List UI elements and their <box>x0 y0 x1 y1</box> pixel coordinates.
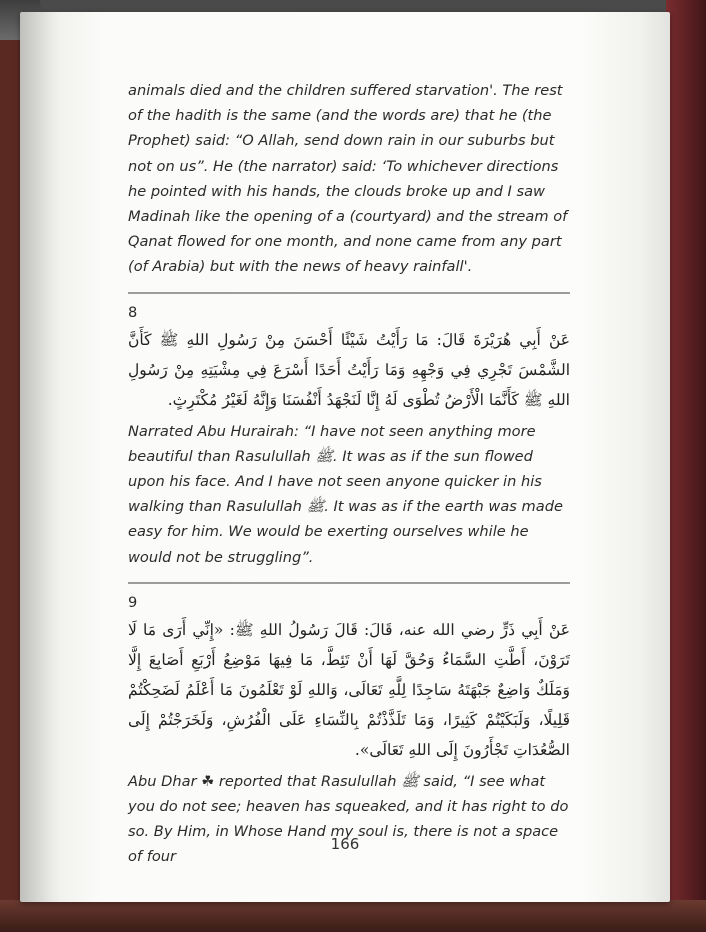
page-content <box>128 78 570 870</box>
book-bottom-edge <box>0 900 706 932</box>
book-binding <box>666 0 706 932</box>
section-divider <box>128 582 570 584</box>
hadith-number: 9 <box>128 593 138 611</box>
section-divider <box>128 292 570 294</box>
hadith-arabic-text: عَنْ أَبِي ذَرٍّ رضي الله عنه، قَالَ: قَالَ رَسُولُ اللهِ ﷺ: «إِنِّي أَرَى مَا لَا تَرَوْنَ، أَطَّتِ السَّمَاءُ وَحُقَّ لَهَا أَنْ تَئِطَّ، مَا فِيهَا مَوْضِعُ أَرْبَعِ أَصَابِعَ إِلَّا وَمَلَكٌ وَاضِعٌ جَبْهَتَهُ سَاجِدًا لِلَّهِ تَعَالَى، وَاللهِ لَوْ تَعْلَمُونَ مَا أَعْلَمُ لَضَحِكْتُمْ قَلِيلًا، وَلَبَكَيْتُمْ كَثِيرًا، وَمَا تَلَذَّذْتُمْ بِالنِّسَاءِ عَلَى الْفُرُشِ، وَلَخَرَجْتُمْ إِلَى الصُّعُدَاتِ تَجْأَرُونَ إِلَى اللهِ تَعَالَى». <box>128 620 570 759</box>
hadith-arabic-text: عَنْ أَبِي هُرَيْرَةَ قَالَ: مَا رَأَيْتُ شَيْئًا أَحْسَنَ مِنْ رَسُولِ اللهِ ﷺ كَأَنَّ الشَّمْسَ تَجْرِي فِي وَجْهِهِ وَمَا رَأَيْتُ أَحَدًا أَسْرَعَ فِي مِشْيَتِهِ مِنْ رَسُولِ اللهِ ﷺ كَأَنَّمَا الْأَرْضُ تُطْوَى لَهُ إِنَّا لَنَجْهَدُ أَنْفُسَنَا وَإِنَّهُ لَغَيْرُ مُكْتَرِثٍ. <box>128 330 570 409</box>
page-number: 166 <box>330 835 360 853</box>
top-paragraph: animals died and the children suffered starvation'. The rest of the hadith is the same (and the words are) that he (the Prophet) said: “O Allah, send down rain in our suburbs but not on us”. He (the narrator) said: ‘To whichever directions he pointed with his hands, the clouds broke up and I saw Madinah like the opening of a (courtyard) and the stream of Qanat flowed for one month, and none came from any part (of Arabia) but with the news of heavy rainfall'. <box>128 82 568 276</box>
hadith-english-text: Narrated Abu Hurairah: “I have not seen anything more beautiful than Rasulullah ﷺ. It was as if the sun flowed upon his face. And I have not seen anyone quicker in his walking than Rasulullah ﷺ. It was as if the earth was made easy for him. We would be exerting ourselves while he would not be struggling”. <box>128 422 563 566</box>
page-gutter-shadow <box>20 12 60 902</box>
hadith-number: 8 <box>128 303 138 321</box>
hadith-english-text: Abu Dhar ☘ reported that Rasulullah ﷺ said, “I see what you do not see; heaven has squeaked, and it has right to do so. By Him, in Whose Hand my soul is, there is not a space of four <box>128 772 569 866</box>
